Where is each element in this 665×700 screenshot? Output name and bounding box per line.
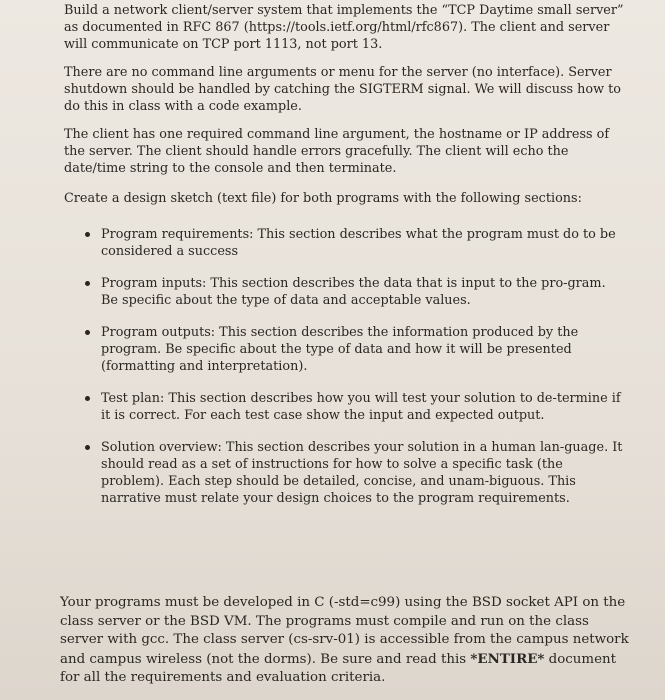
- bullet-icon: [85, 445, 90, 450]
- bullet-icon: [85, 281, 90, 286]
- list-item-text: Solution overview: This section describes your solution in a human lan-guage. It should read as a set of instructions for how to solve a specific task (the problem). Each step should be detailed, concise, and unam-biguous. This narrative must relate your design choices to the program requirements.: [101, 440, 623, 506]
- server-paragraph: There are no command line arguments or menu for the server (no interface). Server shutdown should be handled by catching the SIGTERM signal. We will discuss how to do this in class with a code example.: [64, 65, 621, 114]
- list-item: [64, 226, 624, 260]
- list-item: [64, 275, 624, 309]
- requirements-paragraph: [60, 594, 630, 688]
- bullet-icon: [85, 330, 90, 335]
- list-item: [64, 439, 624, 507]
- bullet-icon: [85, 396, 90, 401]
- intro-paragraph: Build a network client/server system that implements the “TCP Daytime small server” as documented in RFC 867 (https://tools.ietf.org/html/rfc867). The client and server will communicate on TCP port 1113, not port 13.: [64, 3, 624, 52]
- list-item-text: Test plan: This section describes how you will test your solution to de-termine if it is correct. For each test case show the input and expected output.: [101, 391, 621, 423]
- list-item: [64, 324, 624, 375]
- sections-list: [64, 226, 624, 522]
- list-item-text: Program outputs: This section describes the information produced by the program. Be specific about the type of data and how it will be presented (formatting and interpretation).: [101, 325, 579, 374]
- entire-emphasis: *ENTIRE*: [470, 650, 545, 667]
- requirements-text-start: Your programs must be developed in C (-std=c99) using the BSD socket API on the class server or the BSD VM. The programs must compile and run on the class server with gcc. The class server (cs-srv-01) is accessible from the campus network and campus wireless (not the dorms). Be sure and read this: [60, 595, 629, 667]
- design-sketch-paragraph: Create a design sketch (text file) for both programs with the following sections:: [64, 191, 582, 206]
- client-paragraph: The client has one required command line argument, the hostname or IP address of the server. The client should handle errors gracefully. The client will echo the date/time string to the console and then terminate.: [64, 127, 610, 176]
- list-item-text: Program requirements: This section describes what the program must do to be considered a success: [101, 227, 616, 259]
- bullet-icon: [85, 232, 90, 237]
- requirements-text-end: document for all the requirements and evaluation criteria.: [60, 651, 617, 685]
- list-item-text: Program inputs: This section describes the data that is input to the pro-gram. Be specific about the type of data and acceptable values.: [101, 276, 606, 308]
- list-item: [64, 390, 624, 424]
